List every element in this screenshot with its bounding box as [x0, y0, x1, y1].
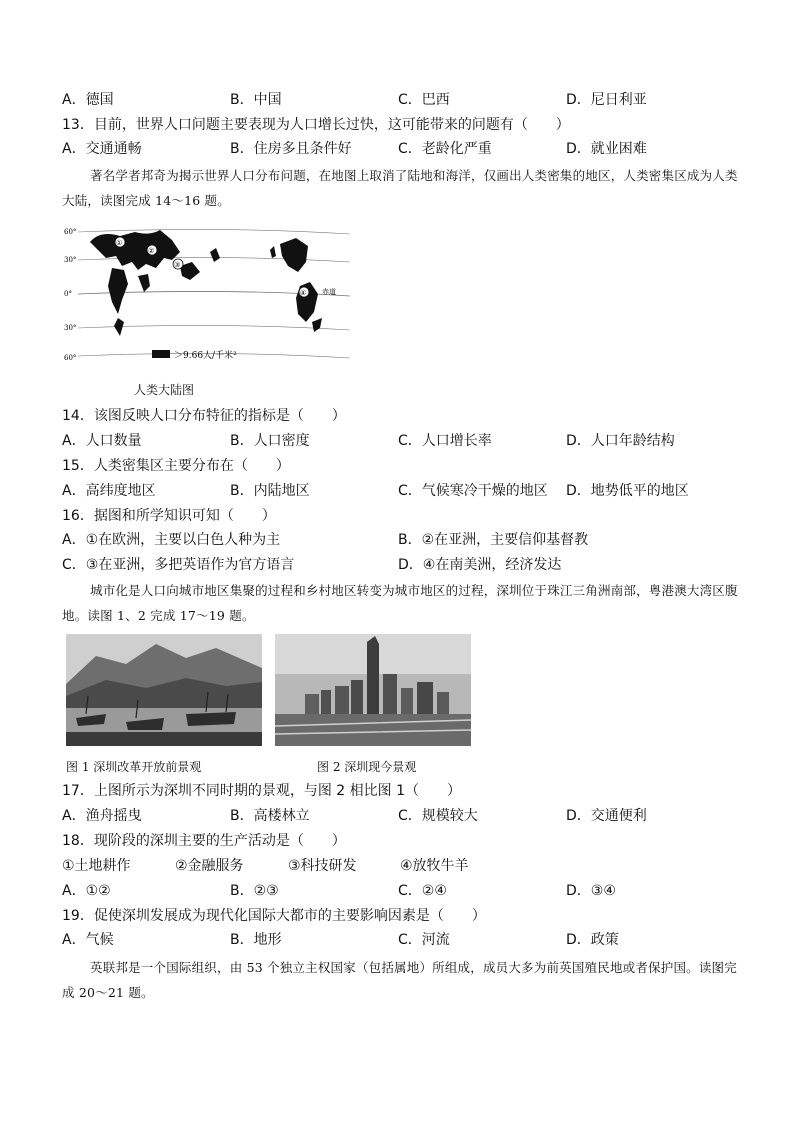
- q18-option-a: A．①②: [62, 883, 111, 899]
- q12-option-c: C．巴西: [398, 92, 450, 108]
- q13-stem: 13．目前，世界人口问题主要表现为人口增长过快，这可能带来的问题有（ ）: [62, 117, 570, 133]
- q18-item-1: ①土地耕作: [62, 858, 131, 874]
- q17-option-c: C．规模较大: [398, 808, 478, 824]
- marker-3: ③: [174, 261, 181, 269]
- q18-option-b: B．②③: [230, 883, 279, 899]
- q14-stem: 14．该图反映人口分布特征的指标是（ ）: [62, 408, 346, 424]
- passage-bunge: 著名学者邦奇为揭示世界人口分布问题，在地图上取消了陆地和海洋，仅画出人类密集的地区，人类密集区成为人类大陆，读图完成 14～16 题。: [62, 168, 738, 208]
- q13-option-d: D．就业困难: [566, 141, 647, 157]
- q19-option-a: A．气候: [62, 932, 114, 948]
- q16-stem: 16．据图和所学知识可知（ ）: [62, 508, 276, 524]
- q16-option-c: C．③在亚洲，多把英语作为官方语言: [62, 557, 295, 573]
- photo-shenzhen-now: [275, 634, 471, 746]
- q12-option-a: A．德国: [62, 92, 114, 108]
- q19-option-c: C．河流: [398, 932, 450, 948]
- q13-option-a: A．交通通畅: [62, 141, 142, 157]
- marker-2: ②: [148, 247, 155, 255]
- equator-label: 赤道: [322, 288, 336, 296]
- q16-option-a: A．①在欧洲，主要以白色人种为主: [62, 532, 281, 548]
- q14-option-c: C．人口增长率: [398, 433, 492, 449]
- marker-1: ①: [116, 239, 123, 247]
- lat-label-60n: 60°: [64, 228, 77, 236]
- q15-option-b: B．内陆地区: [230, 483, 310, 499]
- map-graphic: [60, 222, 360, 370]
- human-continent-map: [60, 222, 360, 370]
- q15-stem: 15．人类密集区主要分布在（ ）: [62, 458, 290, 474]
- q15-option-a: A．高纬度地区: [62, 483, 156, 499]
- lat-label-0: 0°: [64, 290, 72, 298]
- q13-option-b: B．住房多且条件好: [230, 141, 352, 157]
- photo-shenzhen-before: [66, 634, 262, 746]
- q18-option-c: C．②④: [398, 883, 447, 899]
- q16-option-b: B．②在亚洲，主要信仰基督教: [398, 532, 589, 548]
- lat-label-30s: 30°: [64, 324, 77, 332]
- map-caption: 人类大陆图: [134, 383, 195, 397]
- q19-stem: 19．促使深圳发展成为现代化国际大都市的主要影响因素是（ ）: [62, 908, 486, 924]
- lat-label-60s: 60°: [64, 354, 77, 362]
- legend-label: ＞9.66人/千米²: [174, 351, 237, 361]
- photo1-caption: 图 1 深圳改革开放前景观: [66, 760, 202, 774]
- q18-option-d: D．③④: [566, 883, 616, 899]
- q18-item-2: ②金融服务: [175, 858, 244, 874]
- q14-option-a: A．人口数量: [62, 433, 142, 449]
- q19-option-b: B．地形: [230, 932, 282, 948]
- lat-label-30n: 30°: [64, 256, 77, 264]
- q14-option-b: B．人口密度: [230, 433, 310, 449]
- q15-option-d: D．地势低平的地区: [566, 483, 689, 499]
- q18-item-4: ④放牧牛羊: [400, 858, 469, 874]
- legend-swatch: [152, 350, 170, 358]
- q12-option-d: D．尼日利亚: [566, 92, 647, 108]
- q19-option-d: D．政策: [566, 932, 619, 948]
- q17-stem: 17．上图所示为深圳不同时期的景观，与图 2 相比图 1（ ）: [62, 783, 461, 799]
- q12-option-b: B．中国: [230, 92, 282, 108]
- photo2-caption: 图 2 深圳现今景观: [317, 760, 417, 774]
- q17-option-d: D．交通便利: [566, 808, 647, 824]
- q18-item-3: ③科技研发: [288, 858, 357, 874]
- passage-commonwealth: 英联邦是一个国际组织，由 53 个独立主权国家（包括属地）所组成，成员大多为前英国殖民地或者保护国。读图完成 20～21 题。: [62, 960, 737, 1000]
- q13-option-c: C．老龄化严重: [398, 141, 492, 157]
- q16-option-d: D．④在南美洲，经济发达: [398, 557, 562, 573]
- q15-option-c: C．气候寒冷干燥的地区: [398, 483, 548, 499]
- marker-4: ④: [300, 289, 307, 297]
- passage-urbanization: 城市化是人口向城市地区集聚的过程和乡村地区转变为城市地区的过程，深圳位于珠江三角洲南部，粤港澳大湾区腹地。读图 1、2 完成 17～19 题。: [62, 583, 738, 623]
- q18-stem: 18．现阶段的深圳主要的生产活动是（ ）: [62, 833, 346, 849]
- q17-option-a: A．渔舟摇曳: [62, 808, 142, 824]
- q17-option-b: B．高楼林立: [230, 808, 310, 824]
- q14-option-d: D．人口年龄结构: [566, 433, 675, 449]
